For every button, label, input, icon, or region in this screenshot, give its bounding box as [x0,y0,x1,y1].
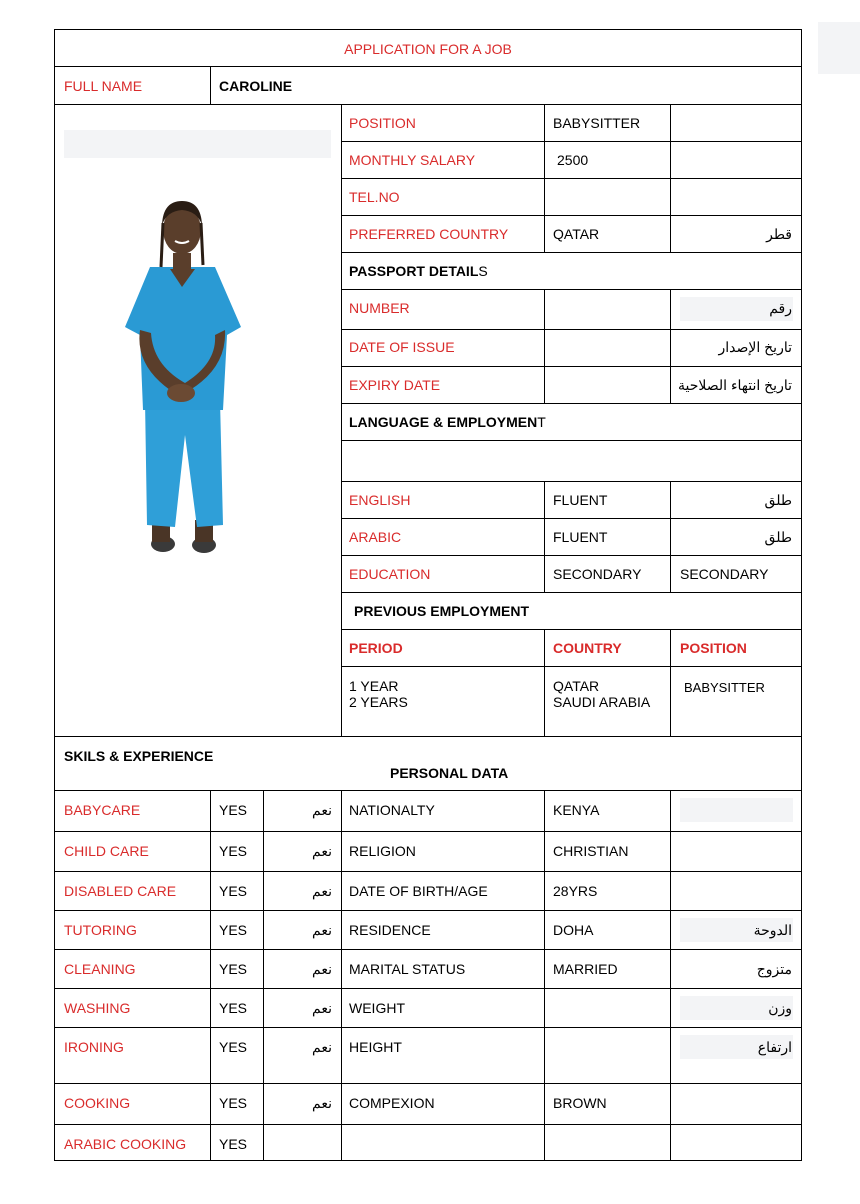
skill-label: COOKING [64,1095,131,1111]
skill-yes: YES [219,922,248,938]
skill-label: ARABIC COOKING [64,1136,187,1152]
skill-arabic: نعم [312,883,332,899]
skill-label: CHILD CARE [64,843,149,859]
full-name-label: FULL NAME [64,78,143,94]
personal-field: WEIGHT [349,1000,405,1016]
expiry-date-label: EXPIRY DATE [349,377,441,393]
table-cell [341,1124,545,1161]
personal-field: HEIGHT [349,1039,402,1055]
period-header: PERIOD [349,640,403,656]
skill-arabic: نعم [312,802,332,818]
tel-label: TEL.NO [349,189,400,205]
personal-arabic: وزن [768,1000,792,1016]
personal-value: KENYA [553,802,600,818]
skills-heading: SKILS & EXPERIENCE [64,748,214,764]
table-cell [54,1027,211,1084]
table-cell [544,1124,671,1161]
personal-arabic: متزوج [756,961,792,977]
issue-date-arabic: تاريخ الإصدار [718,339,792,355]
personal-field: NATIONALTY [349,802,435,818]
prev-position-cell [670,666,802,737]
employment-periods: 1 YEAR 2 YEARS [349,678,408,710]
personal-value: BROWN [553,1095,607,1111]
skill-yes: YES [219,1000,248,1016]
skill-yes: YES [219,802,248,818]
arabic-value: FLUENT [553,529,608,545]
issue-date-label: DATE OF ISSUE [349,339,455,355]
table-cell [670,1083,802,1125]
skill-label: TUTORING [64,922,137,938]
position-label: POSITION [349,115,416,131]
full-name-value-cell [210,66,802,105]
photo-caption-placeholder [64,130,331,158]
skill-arabic: نعم [312,1095,332,1111]
salary-extra-cell [670,141,802,179]
position-extra-cell [670,104,802,142]
arabic-arabic: طلق [764,529,792,545]
language-blank-cell [341,440,802,482]
education-value2: SECONDARY [680,566,769,582]
passport-heading-tail: S [478,263,488,279]
personal-field: COMPEXION [349,1095,435,1111]
form-title: APPLICATION FOR A JOB [344,41,512,57]
passport-number-arabic: رقم [769,300,792,316]
salary-value: 2500 [557,152,589,168]
table-cell [544,988,671,1028]
education-value: SECONDARY [553,566,642,582]
arabic-label: ARABIC [349,529,402,545]
table-cell [670,831,802,872]
personal-value: MARRIED [553,961,618,977]
skill-arabic: نعم [312,1000,332,1016]
applicant-photo [115,195,250,560]
expiry-date-value-cell [544,366,671,404]
skill-label: IRONING [64,1039,124,1055]
full-name-value: CAROLINE [219,78,293,94]
country-header: COUNTRY [553,640,622,656]
personal-arabic: ارتفاع [757,1039,792,1055]
issue-date-value-cell [544,329,671,367]
skill-arabic: نعم [312,1039,332,1055]
personal-heading: PERSONAL DATA [390,765,509,781]
skill-label: CLEANING [64,961,136,977]
personal-field: RESIDENCE [349,922,431,938]
passport-number-label: NUMBER [349,300,410,316]
table-cell [263,1027,342,1084]
skill-yes: YES [219,843,248,859]
cell-shade [680,798,793,822]
passport-number-value-cell [544,289,671,330]
tel-extra-cell [670,178,802,216]
position-value: BABYSITTER [553,115,641,131]
tel-value-cell [544,178,671,216]
table-cell [670,871,802,911]
language-heading-tail: T [537,414,546,430]
personal-arabic: الدوحة [753,922,792,938]
margin-shade [818,22,860,74]
employment-countries: QATAR SAUDI ARABIA [553,678,651,710]
skill-arabic: نعم [312,843,332,859]
personal-field: DATE OF BIRTH/AGE [349,883,488,899]
language-heading-main: LANGUAGE & EMPLOYMEN [349,414,538,430]
skill-yes: YES [219,1095,248,1111]
english-arabic: طلق [764,492,792,508]
skill-arabic: نعم [312,961,332,977]
position-header: POSITION [680,640,747,656]
skill-label: BABYCARE [64,802,141,818]
table-cell [263,1124,342,1161]
english-label: ENGLISH [349,492,411,508]
table-cell [341,1027,545,1084]
salary-label: MONTHLY SALARY [349,152,476,168]
table-cell [210,1027,264,1084]
language-heading [349,414,546,430]
skill-yes: YES [219,883,248,899]
personal-value: DOHA [553,922,594,938]
personal-field: MARITAL STATUS [349,961,466,977]
passport-heading [349,263,488,279]
country-arabic: قطر [766,226,792,242]
skill-arabic: نعم [312,922,332,938]
table-cell [544,1027,671,1084]
skill-yes: YES [219,1039,248,1055]
education-label: EDUCATION [349,566,431,582]
expiry-date-arabic: تاريخ انتهاء الصلاحية [678,377,792,393]
skill-label: WASHING [64,1000,131,1016]
skill-label: DISABLED CARE [64,883,177,899]
table-cell [670,1124,802,1161]
employment-position: BABYSITTER [684,680,765,695]
personal-value: 28YRS [553,883,598,899]
personal-value: CHRISTIAN [553,843,629,859]
skill-yes: YES [219,961,248,977]
prev-employment-heading: PREVIOUS EMPLOYMENT [354,603,530,619]
personal-field: RELIGION [349,843,416,859]
country-value: QATAR [553,226,600,242]
english-value: FLUENT [553,492,608,508]
skill-yes: YES [219,1136,248,1152]
country-label: PREFERRED COUNTRY [349,226,509,242]
passport-heading-main: PASSPORT DETAIL [349,263,479,279]
